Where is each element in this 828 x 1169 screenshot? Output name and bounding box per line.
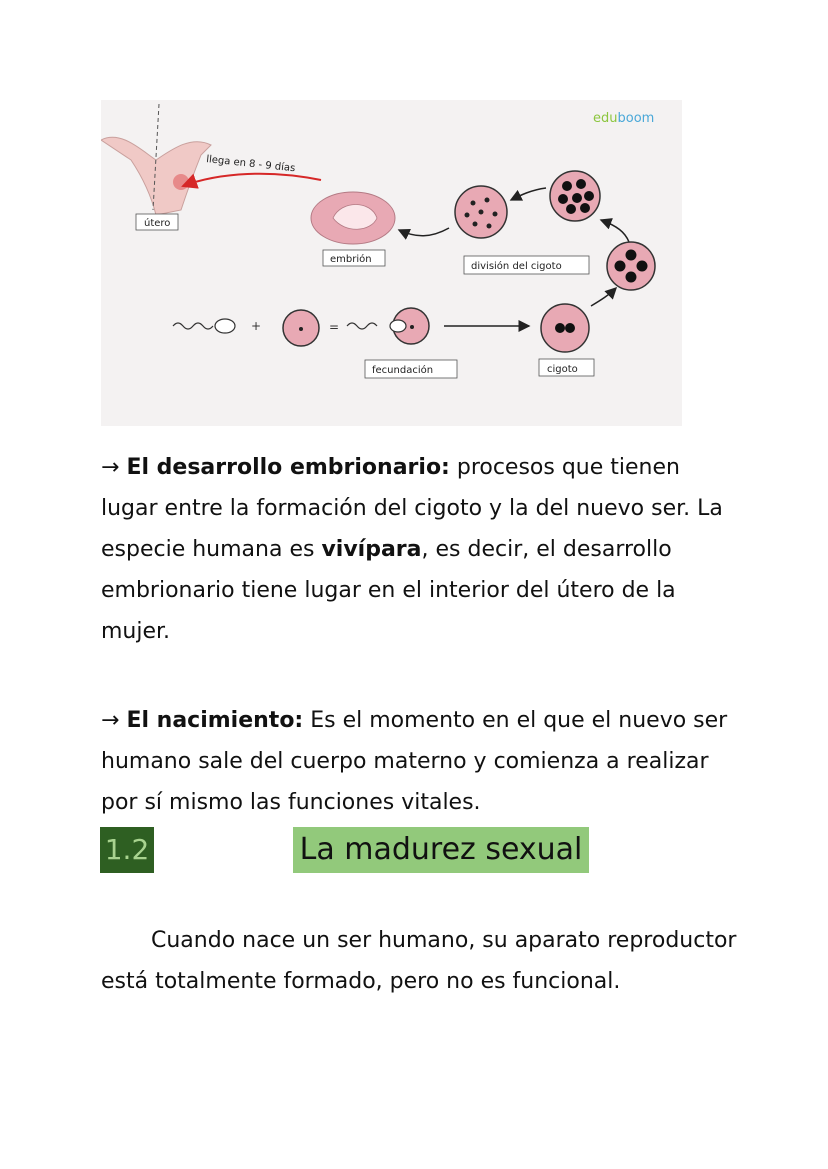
birth-paragraph (101, 700, 741, 823)
arrow-icon (511, 188, 546, 200)
arrow-icon (601, 220, 629, 242)
term-viviparous: vivípara (321, 537, 422, 562)
plus-symbol: + (251, 319, 262, 333)
paragraph-text: Cuando nace un ser humano, su aparato reproductor está totalmente formado, pero no es funcional. (101, 928, 737, 994)
paragraph-text: procesos que tienen lugar entre la formación del cigoto y la del nuevo ser. La especie humana es (101, 455, 723, 562)
section-title: La madurez sexual (293, 827, 589, 873)
fertilization-label: fecundación (372, 365, 434, 376)
red-arrow-icon (183, 174, 321, 186)
arrow-icon (591, 288, 616, 306)
term-birth: El nacimiento: (126, 708, 304, 733)
arrival-label: llega en 8 - 9 días (205, 154, 296, 175)
paragraph-text: , es decir, el desarrollo embrionario tiene lugar en el interior del útero de la mujer. (101, 537, 676, 644)
zygote-illustration (541, 304, 589, 352)
embryonic-development-paragraph (101, 447, 741, 652)
zygote-label: cigoto (547, 364, 578, 375)
arrow-icon: → (101, 708, 120, 733)
arrow-icon: → (101, 455, 120, 480)
section-number: 1.2 (100, 827, 154, 873)
eduboom-logo: eduboom (593, 111, 655, 126)
cleavage-label: división del cigoto (471, 261, 562, 272)
uterus-illustration (101, 104, 211, 215)
uterus-label: útero (144, 218, 171, 229)
equals-symbol: = (329, 320, 340, 334)
cell-eight-illustration (550, 171, 600, 221)
cell-four-illustration (607, 242, 655, 290)
embryo-development-figure (101, 100, 682, 426)
sperm-illustration (173, 319, 235, 333)
ovum-illustration (283, 310, 319, 346)
term-embryonic-development: El desarrollo embrionario: (126, 455, 450, 480)
cell-many-illustration (455, 186, 507, 238)
embryo-illustration (311, 192, 395, 244)
paragraph-text: Es el momento en el que el nuevo ser humano sale del cuerpo materno y comienza a realizar por sí mismo las funciones vitales. (101, 708, 728, 815)
fertilization-illustration (347, 308, 429, 344)
embryo-label: embrión (330, 254, 372, 265)
arrow-icon (399, 228, 449, 236)
sexual-maturity-paragraph (101, 920, 741, 1002)
